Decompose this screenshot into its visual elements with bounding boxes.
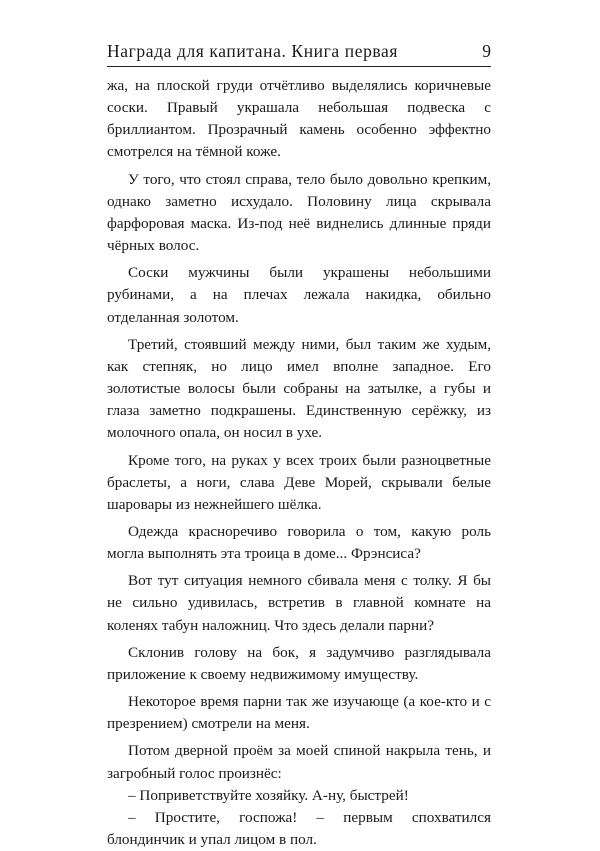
- paragraph: Соски мужчины были украшены небольшими рубинами, а на плечах лежала накидка, обильно отделанная золотом.: [107, 264, 491, 326]
- book-title: Награда для капитана. Книга первая: [107, 41, 399, 61]
- paragraph: жа, на плоской груди отчётливо выделялись коричневые соски. Правый украшала небольшая подвеска с бриллиантом. Прозрачный камень особенно эффектно смотрелся на тёмной коже.: [107, 77, 491, 161]
- page-number: 9: [482, 41, 491, 61]
- dialogue-line: – Простите, госпожа! – первым спохватился блондинчик и упал лицом в пол.: [107, 808, 491, 848]
- dialogue-line: – Поприветствуйте хозяйку. А-ну, быстрей!: [128, 786, 409, 804]
- paragraph: Кроме того, на руках у всех троих были разноцветные браслеты, а ноги, слава Деве Морей, скрывали белые шаровары из нежнейшего шёлка.: [107, 451, 491, 513]
- header-rule: [107, 66, 491, 67]
- paragraph: У того, что стоял справа, тело было довольно крепким, однако заметно исхудало. Половину лица скрывала фарфоровая маска. Из-под неё виднелись длинные пряди чёрных волос.: [107, 170, 491, 255]
- paragraph: Некоторое время парни так же изучающе (а кое-кто и с презрением) смотрели на меня.: [107, 693, 491, 733]
- running-header: [107, 36, 491, 66]
- page-body: [107, 75, 491, 851]
- paragraph: Одежда красноречиво говорила о том, какую роль могла выполнять эта троица в доме... Фрэнсиса?: [107, 522, 491, 563]
- paragraph: Третий, стоявший между ними, был таким же худым, как степняк, но лицо имел вполне западное. Его золотистые волосы были собраны на затылке, а губы и глаза заметно подкрашены. Единственную серёжку, из молочного опала, он носил в ухе.: [107, 335, 491, 442]
- paragraph: Склонив голову на бок, я задумчиво разглядывала приложение к своему недвижимому имуществу.: [107, 643, 491, 683]
- paragraph: Потом дверной проём за моей спиной накрыла тень, и загробный голос произнёс:: [107, 742, 491, 782]
- paragraph: Вот тут ситуация немного сбивала меня с толку. Я бы не сильно удивилась, встретив в главной комнате на коленях табун наложниц. Что здесь делали парни?: [107, 572, 491, 634]
